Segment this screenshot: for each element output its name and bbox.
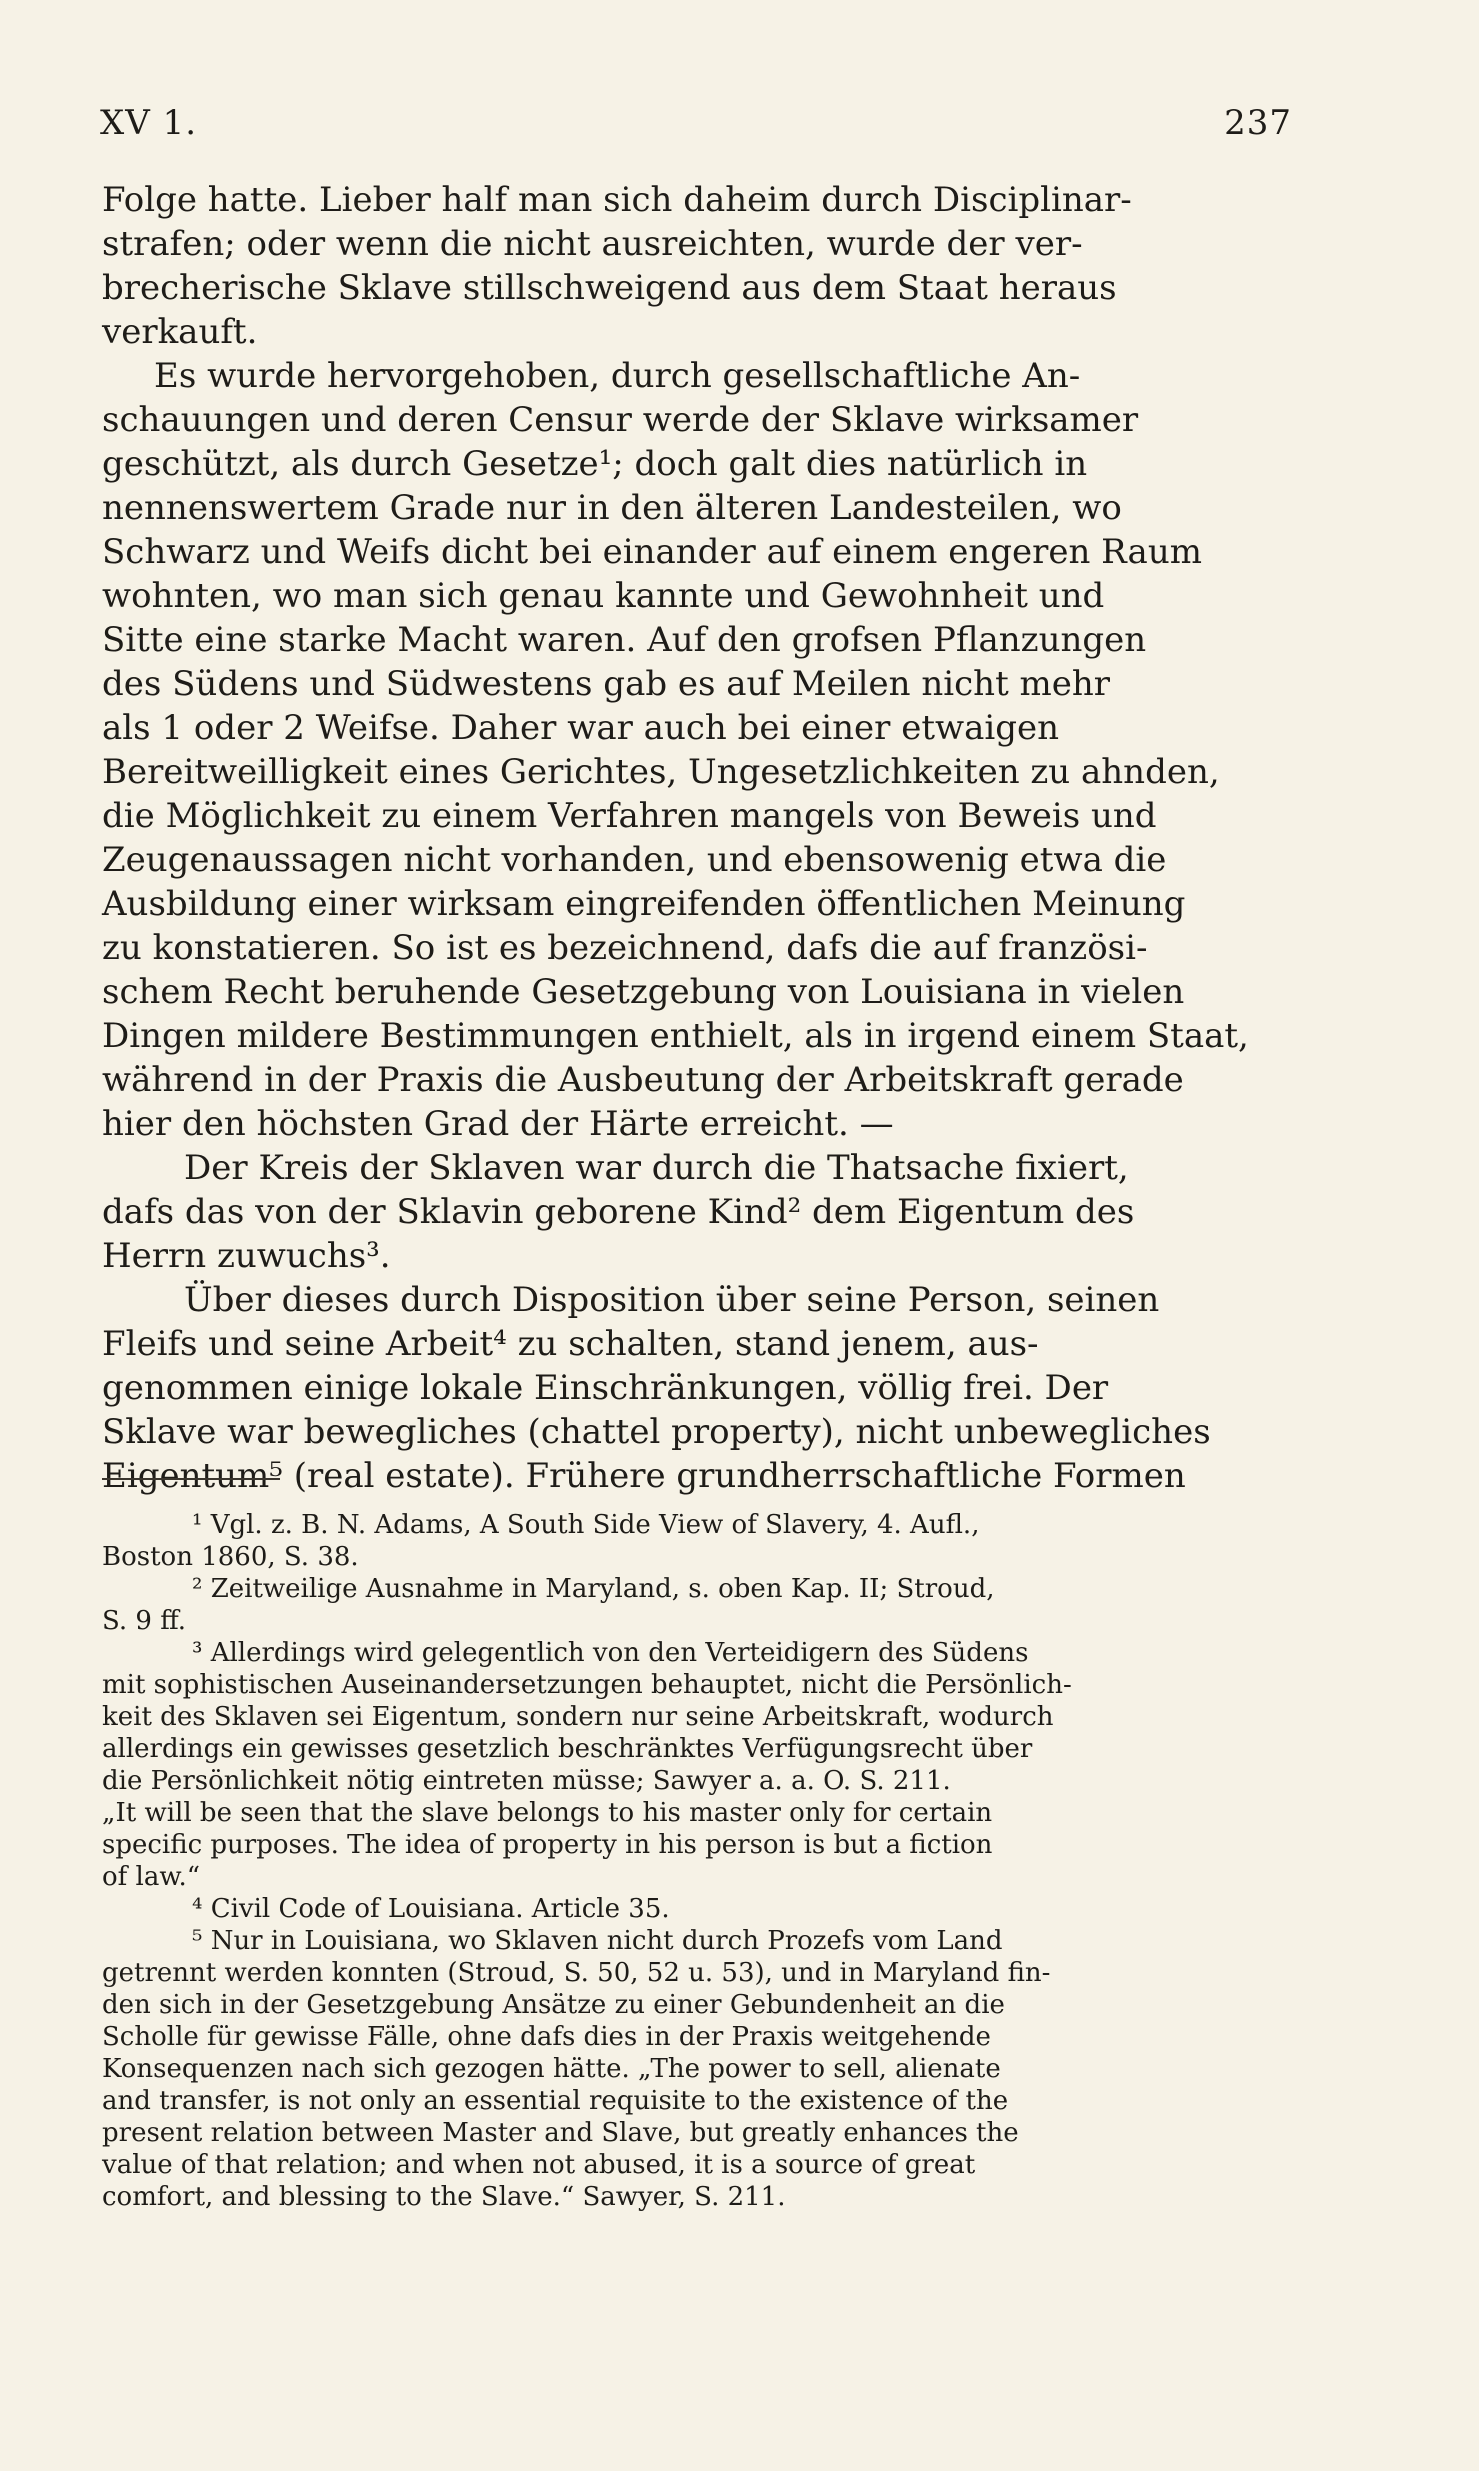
body-line: Sklave war bewegliches (chattel property), nicht unbewegliches (102, 1412, 1211, 1452)
footnote-line: ³ Allerdings wird gelegentlich von den Verteidigern des Südens (192, 1638, 1029, 1668)
footnote-line: getrennt werden konnten (Stroud, S. 50, 52 u. 53), und in Maryland fin- (102, 1958, 1051, 1988)
body-line: des Südens und Südwestens gab es auf Meilen nicht mehr (102, 664, 1111, 704)
body-line: dafs das von der Sklavin geborene Kind² dem Eigentum des (102, 1192, 1135, 1232)
footnote-line: ¹ Vgl. z. B. N. Adams, A South Side View of Slavery, 4. Aufl., (192, 1510, 980, 1540)
body-line: während in der Praxis die Ausbeutung der Arbeitskraft gerade (102, 1060, 1184, 1100)
body-line: Zeugenaussagen nicht vorhanden, und ebensowenig etwa die (102, 840, 1167, 880)
footnote-line: Boston 1860, S. 38. (102, 1542, 359, 1572)
chapter-marker: XV 1. (100, 103, 198, 143)
footnote-line: den sich in der Gesetzgebung Ansätze zu einer Gebundenheit an die (102, 1990, 1005, 2020)
footnote-line: S. 9 ff. (102, 1606, 187, 1636)
body-line: zu konstatieren. So ist es bezeichnend, dafs die auf französi- (102, 928, 1148, 968)
footnote-line: Konsequenzen nach sich gezogen hätte. „The power to sell, alienate (102, 2054, 1001, 2084)
body-line: schem Recht beruhende Gesetzgebung von Louisiana in vielen (102, 972, 1185, 1012)
body-line: Bereitweilligkeit eines Gerichtes, Ungesetzlichkeiten zu ahnden, (102, 752, 1220, 792)
footnote-line: and transfer, is not only an essential requisite to the existence of the (102, 2086, 1009, 2116)
footnote-line: „It will be seen that the slave belongs to his master only for certain (102, 1798, 993, 1828)
body-line: Über dieses durch Disposition über seine Person, seinen (184, 1280, 1160, 1320)
footnote-line: mit sophistischen Auseinandersetzungen behauptet, nicht die Persönlich- (102, 1670, 1072, 1700)
body-line: strafen; oder wenn die nicht ausreichten, wurde der ver- (102, 224, 1083, 264)
footnote-line: value of that relation; and when not abused, it is a source of great (102, 2150, 976, 2180)
footnote-line: Scholle für gewisse Fälle, ohne dafs dies in der Praxis weitgehende (102, 2022, 991, 2052)
running-head (100, 98, 1292, 148)
footnote-separator (102, 1478, 280, 1480)
body-line: geschützt, als durch Gesetze¹; doch galt dies natürlich in (102, 444, 1088, 484)
footnote-line: keit des Sklaven sei Eigentum, sondern nur seine Arbeitskraft, wodurch (102, 1702, 1054, 1732)
footnote-line: ⁴ Civil Code of Louisiana. Article 35. (192, 1894, 670, 1924)
footnote-line: comfort, and blessing to the Slave.“ Sawyer, S. 211. (102, 2182, 786, 2212)
footnote-line: die Persönlichkeit nötig eintreten müsse; Sawyer a. a. O. S. 211. (102, 1766, 951, 1796)
body-line: wohnten, wo man sich genau kannte und Gewohnheit und (102, 576, 1105, 616)
footnote-line: of law.“ (102, 1862, 201, 1892)
body-line: als 1 oder 2 Weifse. Daher war auch bei einer etwaigen (102, 708, 1060, 748)
body-line: verkauft. (102, 312, 258, 352)
body-line: nennenswertem Grade nur in den älteren Landesteilen, wo (102, 488, 1122, 528)
body-line: brecherische Sklave stillschweigend aus dem Staat heraus (102, 268, 1117, 308)
footnote-line: ⁵ Nur in Louisiana, wo Sklaven nicht durch Prozefs vom Land (192, 1926, 1003, 1956)
body-line: Ausbildung einer wirksam eingreifenden öffentlichen Meinung (102, 884, 1186, 924)
body-line: Eigentum⁵ (real estate). Frühere grundherrschaftliche Formen (102, 1456, 1186, 1496)
body-line: schauungen und deren Censur werde der Sklave wirksamer (102, 400, 1139, 440)
body-line: Der Kreis der Sklaven war durch die Thatsache fixiert, (184, 1148, 1129, 1188)
body-line: Es wurde hervorgehoben, durch gesellschaftliche An- (154, 356, 1081, 396)
body-line: hier den höchsten Grad der Härte erreicht. — (102, 1104, 894, 1144)
body-line: Schwarz und Weifs dicht bei einander auf einem engeren Raum (102, 532, 1202, 572)
body-line: Herrn zuwuchs³. (102, 1236, 391, 1276)
footnote-line: specific purposes. The idea of property in his person is but a fiction (102, 1830, 993, 1860)
footnote-line: ² Zeitweilige Ausnahme in Maryland, s. oben Kap. II; Stroud, (192, 1574, 995, 1604)
body-line: Dingen mildere Bestimmungen enthielt, als in irgend einem Staat, (102, 1016, 1249, 1056)
page-number: 237 (1224, 103, 1292, 143)
body-line: genommen einige lokale Einschränkungen, völlig frei. Der (102, 1368, 1109, 1408)
footnote-line: present relation between Master and Slave, but greatly enhances the (102, 2118, 1019, 2148)
footnote-line: allerdings ein gewisses gesetzlich beschränktes Verfügungsrecht über (102, 1734, 1033, 1764)
body-line: Folge hatte. Lieber half man sich daheim durch Disciplinar- (102, 180, 1132, 220)
body-line: die Möglichkeit zu einem Verfahren mangels von Beweis und (102, 796, 1157, 836)
body-line: Fleifs und seine Arbeit⁴ zu schalten, stand jenem, aus- (102, 1324, 1039, 1364)
body-line: Sitte eine starke Macht waren. Auf den grofsen Pflanzungen (102, 620, 1147, 660)
